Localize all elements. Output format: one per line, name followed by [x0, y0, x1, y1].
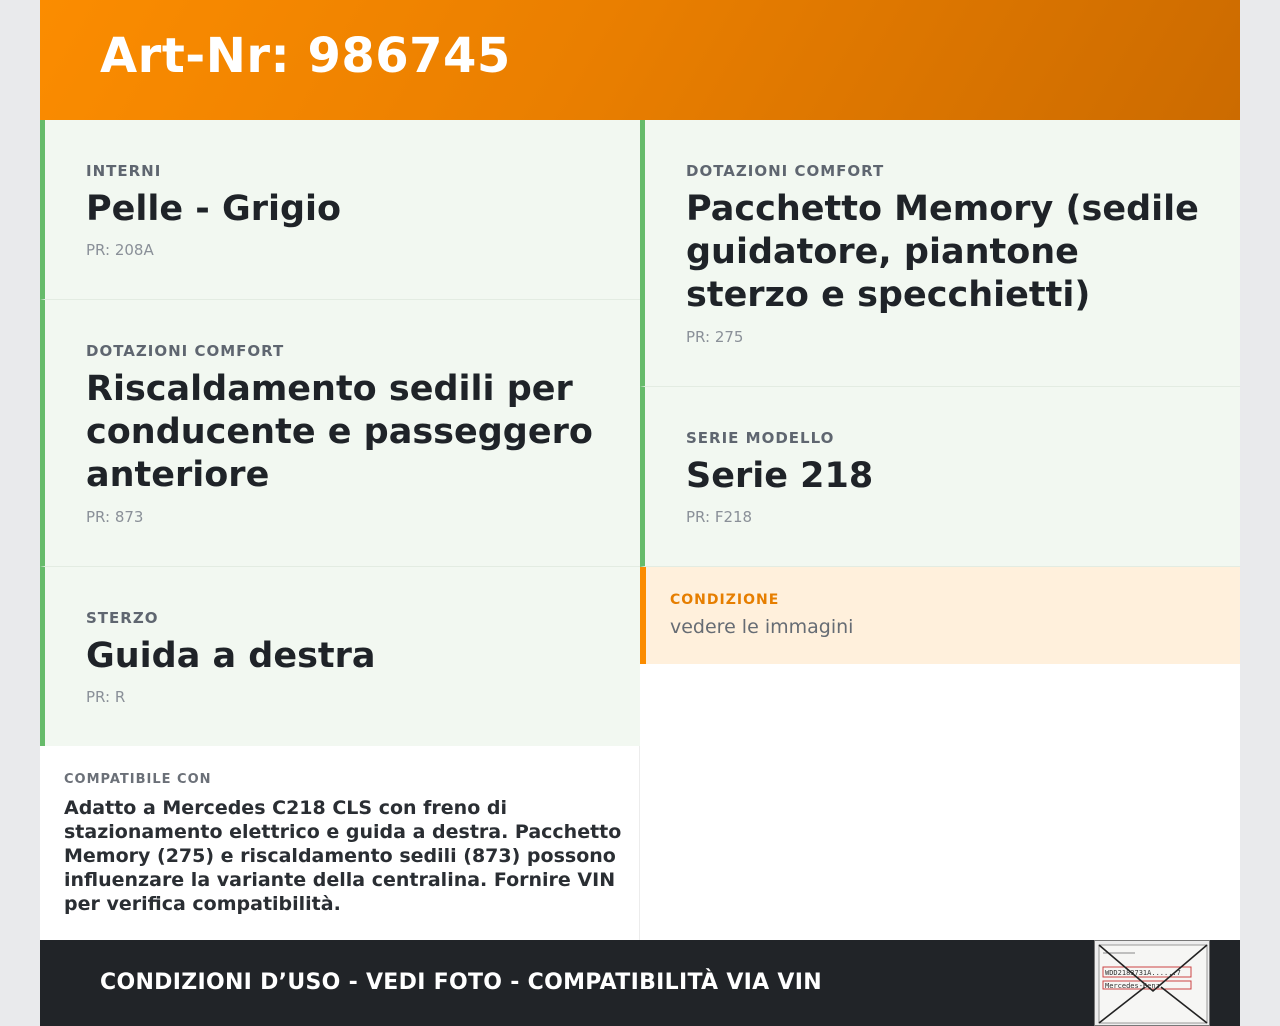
condition-label: CONDIZIONE	[670, 592, 780, 608]
footer-bar	[40, 940, 1240, 1026]
card-label: SERIE MODELLO	[686, 429, 835, 447]
compatibility-section	[40, 746, 640, 940]
spec-card-serie-modello	[640, 387, 1240, 567]
card-pr-code: PR: 275	[686, 328, 744, 346]
card-label: DOTAZIONI COMFORT	[86, 342, 285, 360]
spec-card-interni	[40, 120, 640, 300]
card-pr-code: PR: F218	[686, 508, 753, 526]
condition-text: vedere le immagini	[670, 616, 854, 638]
spec-card-riscaldamento	[40, 300, 640, 567]
card-value: Pelle - Grigio	[86, 189, 342, 229]
card-value: Guida a destra	[86, 636, 376, 676]
card-label: STERZO	[86, 609, 159, 627]
compatibility-label: COMPATIBILE CON	[64, 772, 212, 787]
card-pr-code: PR: 208A	[86, 241, 154, 259]
article-number-title: Art-Nr: 986745	[100, 28, 511, 84]
card-value: Pacchetto Memory (sedile guidatore, piantone sterzo e specchietti)	[686, 189, 1199, 315]
header-banner	[40, 0, 1240, 120]
thumbnail-brand: Mercedes-Benz	[1105, 982, 1160, 990]
page	[40, 0, 1240, 1026]
card-label: INTERNI	[86, 162, 162, 180]
condition-box	[640, 567, 1240, 664]
card-pr-code: PR: R	[86, 688, 126, 706]
spec-card-memory	[640, 120, 1240, 387]
card-pr-code: PR: 873	[86, 508, 144, 526]
label-photo-thumbnail[interactable]	[1094, 940, 1210, 1026]
card-label: DOTAZIONI COMFORT	[686, 162, 885, 180]
thumbnail-vin: WDD2183731A......7	[1105, 969, 1181, 977]
compatibility-text: Adatto a Mercedes C218 CLS con freno di stazionamento elettrico e guida a destra. Pacchetto Memory (275) e riscaldamento sedili (873) possono influenzare la variante della centralina. Fornire VIN per verifica compatibilità.	[64, 797, 622, 915]
footer-text: CONDIZIONI D’USO - VEDI FOTO - COMPATIBILITÀ VIA VIN	[100, 970, 822, 995]
spec-card-sterzo	[40, 567, 640, 747]
card-value: Serie 218	[686, 456, 874, 496]
card-value: Riscaldamento sedili per conducente e passeggero anteriore	[86, 369, 593, 495]
label-photo-icon	[1095, 941, 1210, 1026]
